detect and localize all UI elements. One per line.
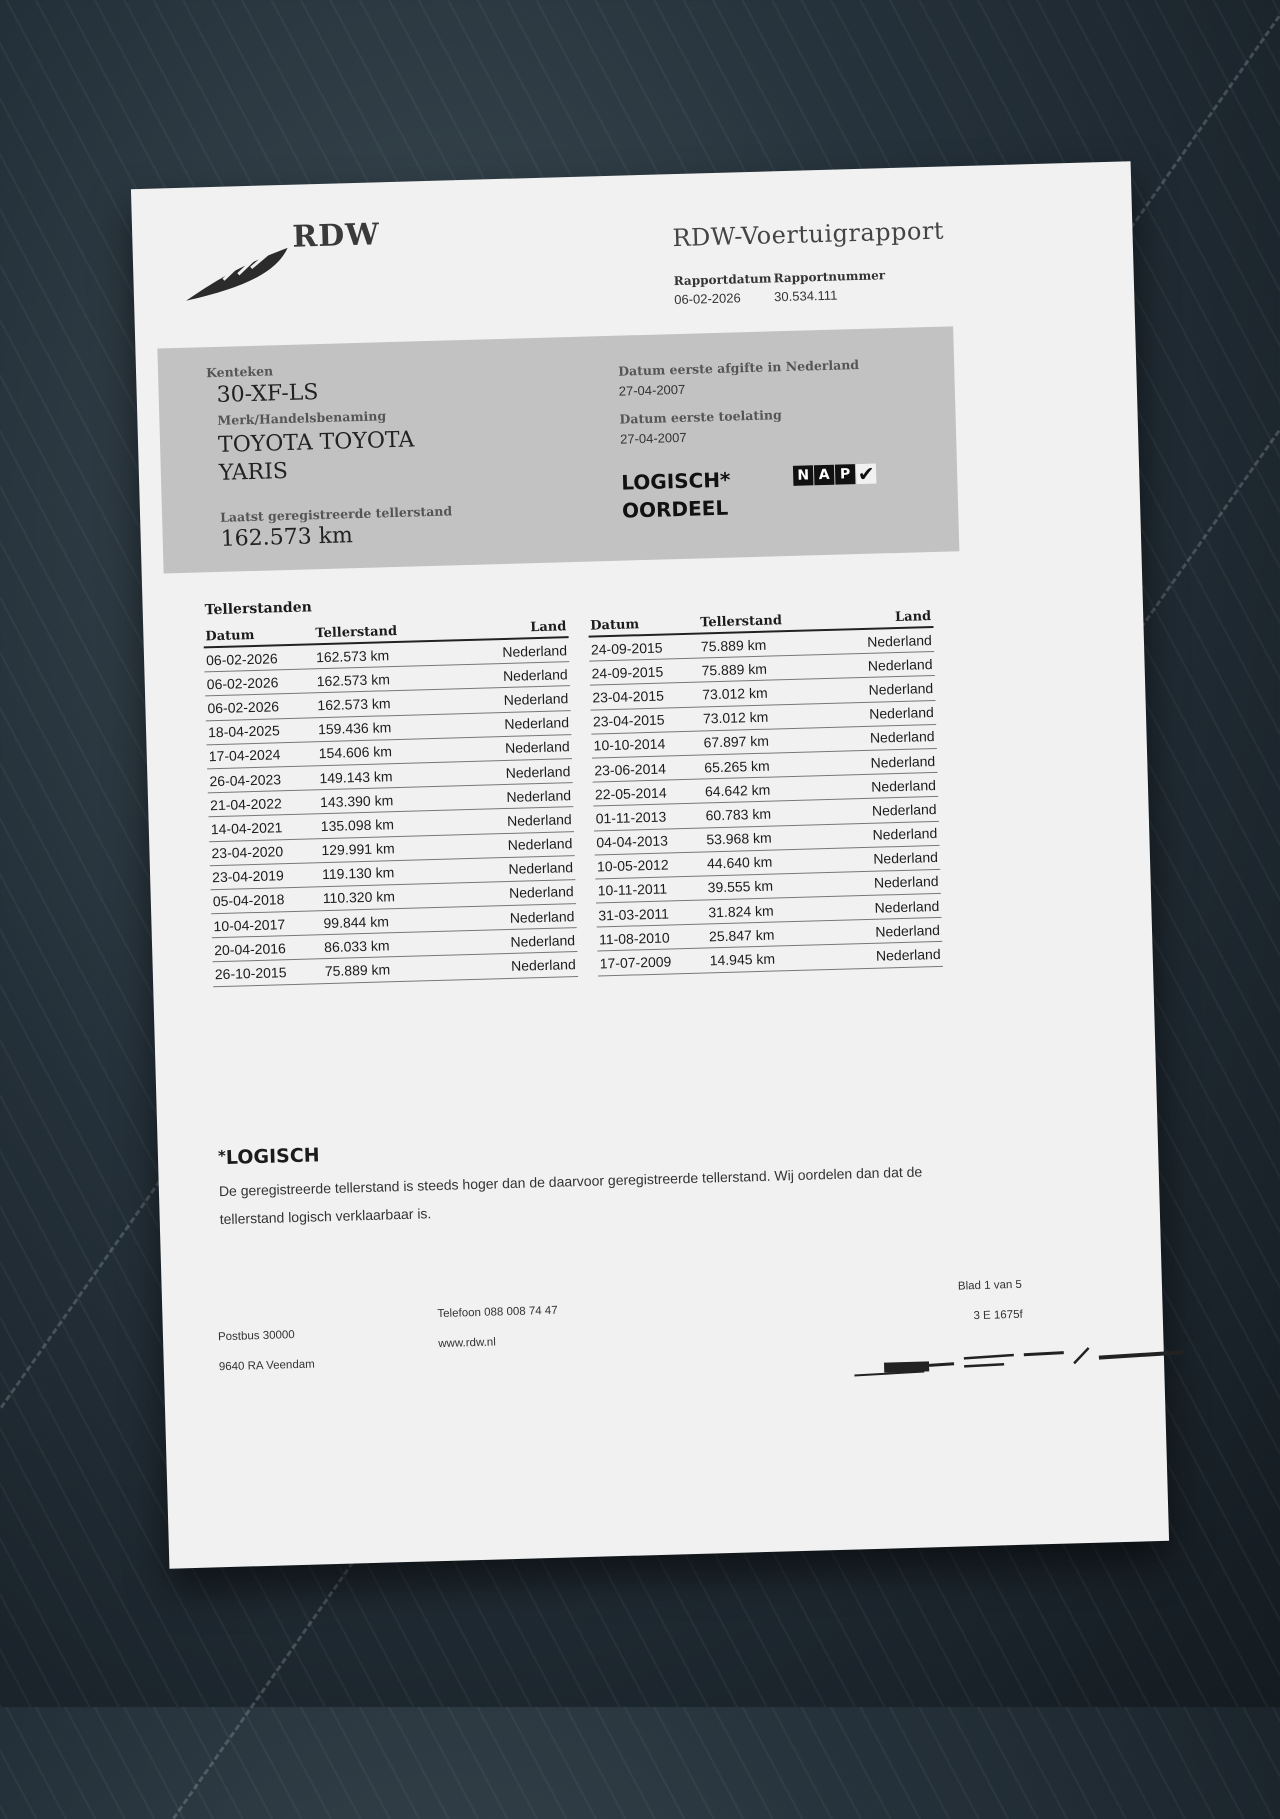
- reading-land: Nederland: [870, 752, 936, 771]
- readings-title: Tellerstanden: [204, 599, 313, 619]
- reading-km: 75.889 km: [700, 636, 767, 655]
- reading-land: Nederland: [873, 849, 939, 868]
- reading-land: Nederland: [507, 835, 573, 854]
- reading-date: 21-04-2022: [209, 794, 282, 813]
- reading-date: 17-07-2009: [599, 953, 672, 972]
- reading-date: 23-04-2015: [592, 711, 665, 730]
- reading-land: Nederland: [505, 762, 571, 781]
- reading-date: 10-04-2017: [213, 915, 286, 934]
- reading-land: Nederland: [875, 921, 941, 940]
- reading-date: 10-05-2012: [596, 856, 669, 875]
- col-land-header: Land: [894, 609, 932, 626]
- note-star: *: [217, 1146, 227, 1166]
- report-date: [674, 271, 773, 307]
- reading-date: 14-04-2021: [210, 819, 283, 838]
- reading-date: 23-04-2019: [211, 867, 284, 886]
- nap-letter-n: N: [793, 465, 814, 486]
- reading-land: Nederland: [871, 800, 937, 819]
- reading-km: 154.606 km: [318, 743, 393, 762]
- reading-date: 01-11-2013: [595, 808, 667, 827]
- odometer-value: 162.573 km: [220, 523, 354, 552]
- footer-web: www.rdw.nl: [438, 1336, 496, 1351]
- footer-postbus: Postbus 30000: [217, 1329, 295, 1344]
- reading-land: Nederland: [869, 704, 935, 722]
- reading-date: 24-09-2015: [590, 639, 663, 658]
- reading-land: Nederland: [510, 956, 576, 974]
- reading-km: 110.320 km: [322, 888, 396, 907]
- reading-date: 04-04-2013: [596, 832, 669, 851]
- reading-land: Nederland: [504, 714, 570, 733]
- reading-km: 25.847 km: [708, 926, 775, 945]
- nap-logo: [793, 461, 877, 487]
- reading-date: 10-10-2014: [593, 735, 666, 754]
- barcode-signature-graphic: [854, 1340, 1195, 1379]
- reading-date: 11-08-2010: [598, 929, 670, 948]
- reading-land: Nederland: [874, 897, 940, 916]
- nap-letter-a: A: [814, 465, 835, 486]
- reading-land: Nederland: [509, 907, 575, 926]
- reading-land: Nederland: [869, 728, 935, 747]
- report-date-value: 06-02-2026: [674, 290, 741, 308]
- col-km-header: Tellerstand: [315, 623, 398, 642]
- reading-km: 31.824 km: [708, 902, 774, 921]
- readings-table-left: [203, 614, 578, 987]
- reading-date: 18-04-2025: [207, 722, 280, 741]
- reading-km: 162.573 km: [315, 646, 390, 665]
- reading-date: 17-04-2024: [208, 746, 281, 765]
- verdict-status: LOGISCH*: [620, 467, 731, 495]
- reading-km: 86.033 km: [323, 937, 390, 955]
- verdict-label: OORDEEL: [621, 495, 729, 523]
- reading-km: 73.012 km: [702, 684, 768, 703]
- reading-date: 23-04-2015: [592, 687, 665, 706]
- reading-land: Nederland: [868, 679, 934, 698]
- reading-date: 31-03-2011: [598, 905, 670, 924]
- reading-land: Nederland: [872, 825, 938, 843]
- first-admission-label: Datum eerste toelating: [619, 407, 782, 427]
- first-issue-value: 27-04-2007: [618, 381, 686, 399]
- reading-date: 10-11-2011: [597, 881, 668, 899]
- reading-date: 22-05-2014: [594, 784, 667, 803]
- reading-land: Nederland: [504, 738, 570, 757]
- footer-code: 3 E 1675f: [973, 1308, 1023, 1323]
- reading-km: 143.390 km: [319, 791, 394, 810]
- vehicle-report-sheet: [131, 161, 1169, 1568]
- nap-letter-p: P: [835, 464, 856, 485]
- reading-km: 39.555 km: [707, 878, 774, 896]
- reading-km: 159.436 km: [317, 719, 392, 738]
- col-date-header: Datum: [205, 627, 255, 645]
- reading-km: 75.889 km: [701, 660, 768, 679]
- reading-km: 162.573 km: [317, 695, 391, 714]
- make-line-1: TOYOTA TOYOTA: [217, 427, 415, 458]
- reading-km: 99.844 km: [323, 912, 390, 931]
- readings-table-right: [588, 604, 943, 976]
- make-line-2: YARIS: [218, 458, 289, 486]
- footer-contact: [437, 1296, 559, 1359]
- reading-km: 73.012 km: [702, 708, 769, 727]
- reading-km: 64.642 km: [704, 781, 771, 800]
- col-km-header: Tellerstand: [700, 613, 783, 631]
- footer-phone: Telefoon 088 008 74 47: [437, 1304, 558, 1321]
- reading-date: 24-09-2015: [591, 663, 664, 682]
- first-admission-value: 27-04-2007: [619, 429, 687, 447]
- reading-km: 65.265 km: [704, 757, 770, 775]
- reading-date: 06-02-2026: [207, 698, 280, 717]
- reading-date: 23-06-2014: [594, 760, 667, 779]
- nap-check-icon: ✔: [857, 461, 875, 487]
- reading-km: 60.783 km: [705, 805, 772, 824]
- col-date-header: Datum: [590, 617, 640, 634]
- footer-city: 9640 RA Veendam: [218, 1358, 315, 1374]
- reading-date: 05-04-2018: [212, 891, 285, 910]
- plate-label: Kenteken: [205, 363, 274, 381]
- reading-land: Nederland: [873, 873, 939, 892]
- reading-land: Nederland: [867, 631, 933, 650]
- make-label: Merk/Handelsbenaming: [217, 408, 387, 428]
- note-title-text: LOGISCH: [225, 1144, 320, 1169]
- reading-date: 06-02-2026: [205, 649, 278, 668]
- plate-value: 30-XF-LS: [216, 380, 319, 408]
- brand-name: RDW: [291, 217, 381, 255]
- reading-date: 20-04-2016: [213, 940, 287, 959]
- odometer-label: Laatst geregistreerde tellerstand: [219, 503, 453, 525]
- reading-km: 75.889 km: [324, 961, 391, 980]
- reading-land: Nederland: [867, 655, 933, 674]
- reading-land: Nederland: [508, 859, 574, 878]
- reading-date: 23-04-2020: [211, 843, 284, 862]
- reading-land: Nederland: [510, 931, 576, 950]
- reading-km: 129.991 km: [321, 840, 395, 859]
- first-issue-label: Datum eerste afgifte in Nederland: [617, 356, 860, 379]
- reading-km: 162.573 km: [316, 670, 391, 690]
- reading-km: 53.968 km: [706, 829, 772, 848]
- reading-km: 67.897 km: [703, 732, 770, 751]
- note-text: De geregistreerde tellerstand is steeds hoger dan de daarvoor geregistreerde tellerstand. Wij oordelen dan dat de tellerstand logisch verklaarbaar is.: [218, 1163, 923, 1228]
- reading-km: 44.640 km: [706, 853, 773, 872]
- reading-date: 06-02-2026: [206, 674, 279, 693]
- reading-date: 26-10-2015: [214, 964, 287, 983]
- col-land-header: Land: [530, 619, 567, 636]
- report-number-label: Rapportnummer: [773, 268, 886, 286]
- reading-land: Nederland: [875, 945, 941, 964]
- reading-land: Nederland: [502, 666, 568, 684]
- document-title: RDW-Voertuigrapport: [672, 216, 945, 253]
- reading-land: Nederland: [871, 776, 937, 795]
- rdw-logo-icon: [182, 240, 294, 303]
- report-date-label: Rapportdatum: [673, 271, 772, 289]
- reading-land: Nederland: [503, 690, 569, 708]
- footer-page: Blad 1 van 5: [957, 1278, 1023, 1293]
- footer-address: [218, 1320, 316, 1383]
- report-number-value: 30.534.111: [773, 287, 838, 305]
- reading-land: Nederland: [506, 811, 572, 829]
- reading-land: Nederland: [508, 883, 574, 902]
- reading-km: 119.130 km: [321, 864, 395, 883]
- vehicle-summary-panel: [157, 326, 959, 573]
- footer-page-info: [911, 1270, 1023, 1333]
- report-number: [773, 268, 885, 304]
- reading-land: Nederland: [502, 641, 568, 660]
- reading-km: 14.945 km: [709, 950, 776, 969]
- reading-km: 149.143 km: [319, 767, 393, 786]
- note-title: [218, 1144, 320, 1169]
- reading-date: 26-04-2023: [209, 770, 282, 789]
- reading-km: 135.098 km: [320, 816, 395, 835]
- reading-land: Nederland: [506, 786, 572, 805]
